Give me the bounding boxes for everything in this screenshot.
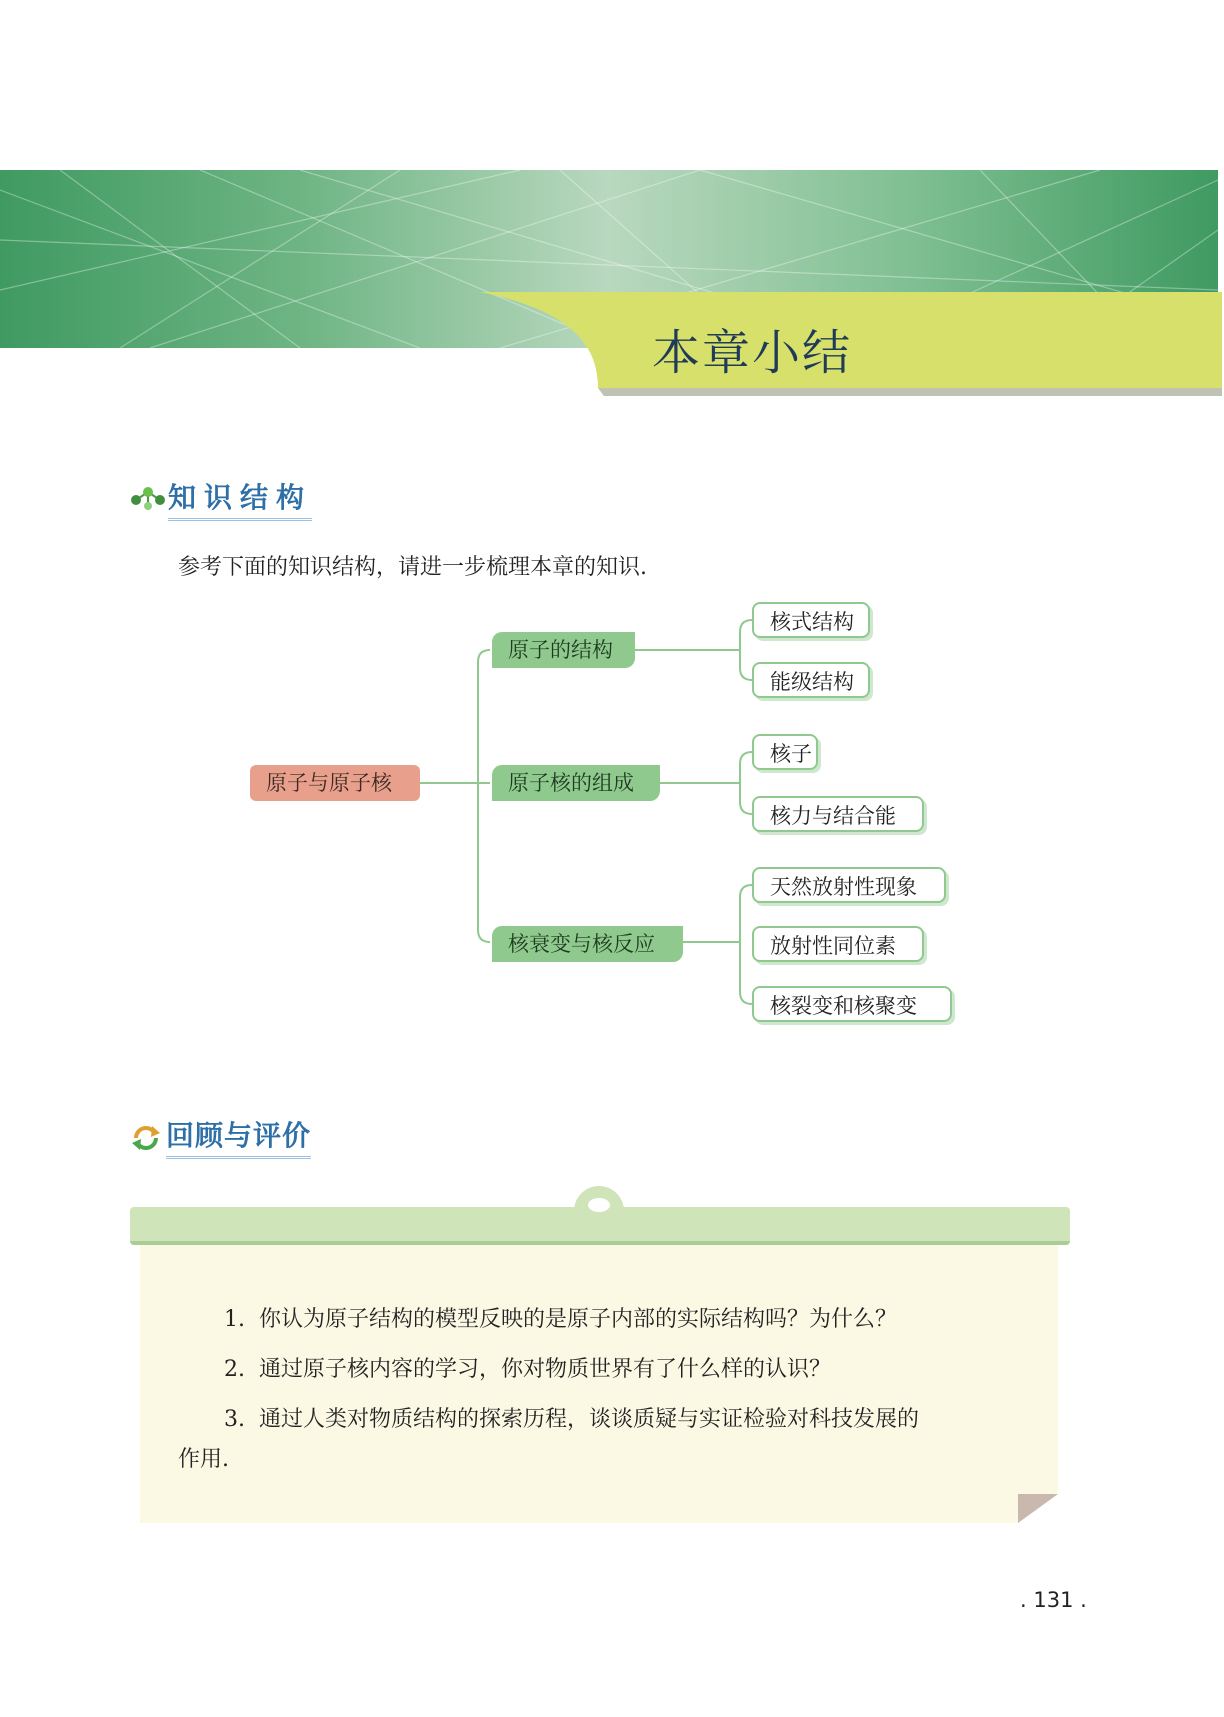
note-ring-hole: [588, 1198, 610, 1212]
mindmap-branch: 核衰变与核反应: [492, 926, 683, 962]
note-page-curl: [1018, 1494, 1058, 1523]
cycle-arrows-icon: [130, 1122, 162, 1154]
question-continuation: 作用.: [178, 1447, 229, 1472]
question-number: 2.: [224, 1357, 245, 1382]
mindmap-root: 原子与原子核: [250, 765, 420, 801]
question-text: 通过原子核内容的学习，你对物质世界有了什么样的认识？: [259, 1357, 832, 1382]
question-text: 通过人类对物质结构的探索历程，谈谈质疑与实证检验对科技发展的: [259, 1407, 920, 1432]
mindmap-branch: 原子的结构: [492, 632, 635, 668]
section-heading-review: 回顾与评价: [166, 1114, 311, 1159]
review-note-card: [140, 1245, 1058, 1523]
mindmap-leaf: 核力与结合能: [752, 796, 924, 832]
mindmap-leaf: 放射性同位素: [752, 926, 924, 962]
knowledge-intro: 参考下面的知识结构，请进一步梳理本章的知识.: [178, 555, 647, 580]
chapter-title: 本章小结: [652, 325, 853, 381]
question-item: [224, 1302, 897, 1333]
mindmap-branch: 原子核的组成: [492, 765, 660, 801]
question-number: 3.: [224, 1407, 245, 1432]
question-item: [224, 1352, 831, 1383]
mindmap-leaf: 天然放射性现象: [752, 867, 946, 903]
page-number: . 131 .: [1020, 1588, 1087, 1612]
question-text: 你认为原子结构的模型反映的是原子内部的实际结构吗？为什么？: [259, 1307, 898, 1332]
note-header-bar: [130, 1207, 1070, 1245]
mindmap-leaf: 核裂变和核聚变: [752, 986, 952, 1022]
section-heading-knowledge: 知识结构: [168, 476, 312, 521]
question-number: 1.: [224, 1307, 245, 1332]
mindmap-leaf: 核子: [752, 734, 818, 770]
mindmap-leaf: 能级结构: [752, 662, 870, 698]
question-item: [224, 1402, 919, 1433]
mindmap-leaf: 核式结构: [752, 602, 870, 638]
